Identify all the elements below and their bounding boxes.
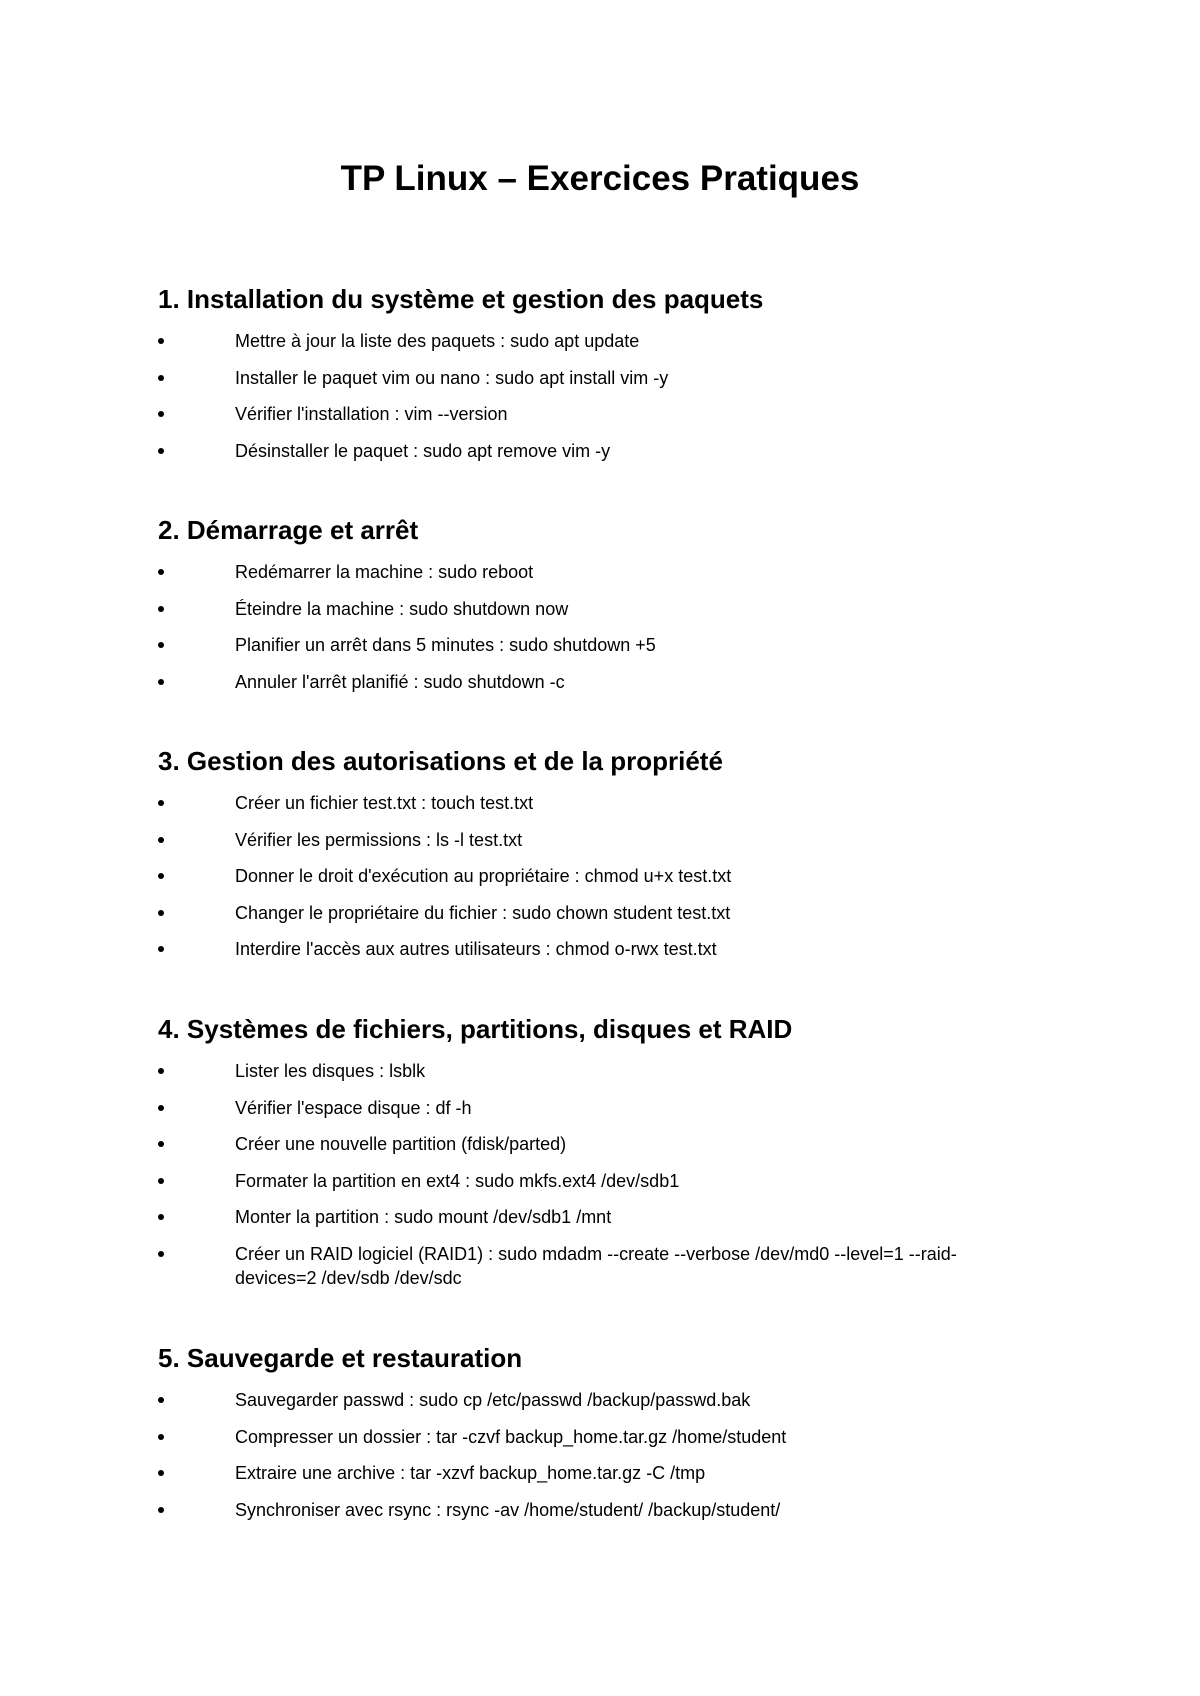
bullet-icon — [158, 642, 164, 648]
list-item: Lister les disques : lsblk — [158, 1059, 1058, 1083]
bullet-icon — [158, 448, 164, 454]
list-item: Installer le paquet vim ou nano : sudo apt install vim -y — [158, 366, 1058, 390]
list-item: Compresser un dossier : tar -czvf backup_home.tar.gz /home/student — [158, 1425, 1058, 1449]
bullet-icon — [158, 1105, 164, 1111]
list-item: Vérifier les permissions : ls -l test.txt — [158, 828, 1058, 852]
list-item: Créer une nouvelle partition (fdisk/parted) — [158, 1132, 1058, 1156]
bullet-icon — [158, 1141, 164, 1147]
bullet-icon — [158, 1251, 164, 1257]
section-installation — [158, 283, 1058, 475]
bullet-list — [158, 791, 1058, 961]
list-item: Formater la partition en ext4 : sudo mkfs.ext4 /dev/sdb1 — [158, 1169, 1058, 1193]
document-title: TP Linux – Exercices Pratiques — [340, 159, 860, 198]
bullet-icon — [158, 1397, 164, 1403]
bullet-icon — [158, 1214, 164, 1220]
list-item: Interdire l'accès aux autres utilisateurs : chmod o-rwx test.txt — [158, 937, 1058, 961]
bullet-icon — [158, 375, 164, 381]
section-sauvegarde — [158, 1342, 1058, 1534]
section-heading: 4. Systèmes de fichiers, partitions, disques et RAID — [158, 1014, 793, 1044]
bullet-icon — [158, 338, 164, 344]
bullet-icon — [158, 606, 164, 612]
list-item: Extraire une archive : tar -xzvf backup_home.tar.gz -C /tmp — [158, 1461, 1058, 1485]
section-heading: 1. Installation du système et gestion des paquets — [158, 284, 764, 314]
list-item: Sauvegarder passwd : sudo cp /etc/passwd /backup/passwd.bak — [158, 1388, 1058, 1412]
bullet-icon — [158, 411, 164, 417]
bullet-list — [158, 1388, 1058, 1522]
list-item: Vérifier l'installation : vim --version — [158, 402, 1058, 426]
list-item: Mettre à jour la liste des paquets : sudo apt update — [158, 329, 1058, 353]
bullet-icon — [158, 800, 164, 806]
bullet-list — [158, 1059, 1058, 1290]
section-heading: 2. Démarrage et arrêt — [158, 515, 419, 545]
section-systemes-fichiers — [158, 1013, 1058, 1302]
list-item: Désinstaller le paquet : sudo apt remove vim -y — [158, 439, 1058, 463]
bullet-icon — [158, 946, 164, 952]
list-item: Monter la partition : sudo mount /dev/sdb1 /mnt — [158, 1205, 1058, 1229]
bullet-icon — [158, 1507, 164, 1513]
list-item: Redémarrer la machine : sudo reboot — [158, 560, 1058, 584]
bullet-list — [158, 329, 1058, 463]
bullet-icon — [158, 910, 164, 916]
bullet-list — [158, 560, 1058, 694]
list-item: Vérifier l'espace disque : df -h — [158, 1096, 1058, 1120]
section-heading: 3. Gestion des autorisations et de la propriété — [158, 746, 723, 776]
bullet-icon — [158, 679, 164, 685]
bullet-icon — [158, 1470, 164, 1476]
list-item: Planifier un arrêt dans 5 minutes : sudo shutdown +5 — [158, 633, 1058, 657]
list-item: Annuler l'arrêt planifié : sudo shutdown -c — [158, 670, 1058, 694]
section-heading: 5. Sauvegarde et restauration — [158, 1343, 523, 1373]
section-demarrage — [158, 514, 1058, 706]
section-autorisations — [158, 745, 1058, 974]
bullet-icon — [158, 569, 164, 575]
list-item: Éteindre la machine : sudo shutdown now — [158, 597, 1058, 621]
bullet-icon — [158, 837, 164, 843]
bullet-icon — [158, 1434, 164, 1440]
bullet-icon — [158, 1178, 164, 1184]
list-item: Créer un RAID logiciel (RAID1) : sudo mdadm --create --verbose /dev/md0 --level=1 --raid-devices=2 /dev/sdb /dev/sdc — [158, 1242, 1058, 1290]
list-item: Synchroniser avec rsync : rsync -av /home/student/ /backup/student/ — [158, 1498, 1058, 1522]
list-item: Donner le droit d'exécution au propriétaire : chmod u+x test.txt — [158, 864, 1058, 888]
bullet-icon — [158, 1068, 164, 1074]
list-item: Changer le propriétaire du fichier : sudo chown student test.txt — [158, 901, 1058, 925]
list-item: Créer un fichier test.txt : touch test.txt — [158, 791, 1058, 815]
bullet-icon — [158, 873, 164, 879]
